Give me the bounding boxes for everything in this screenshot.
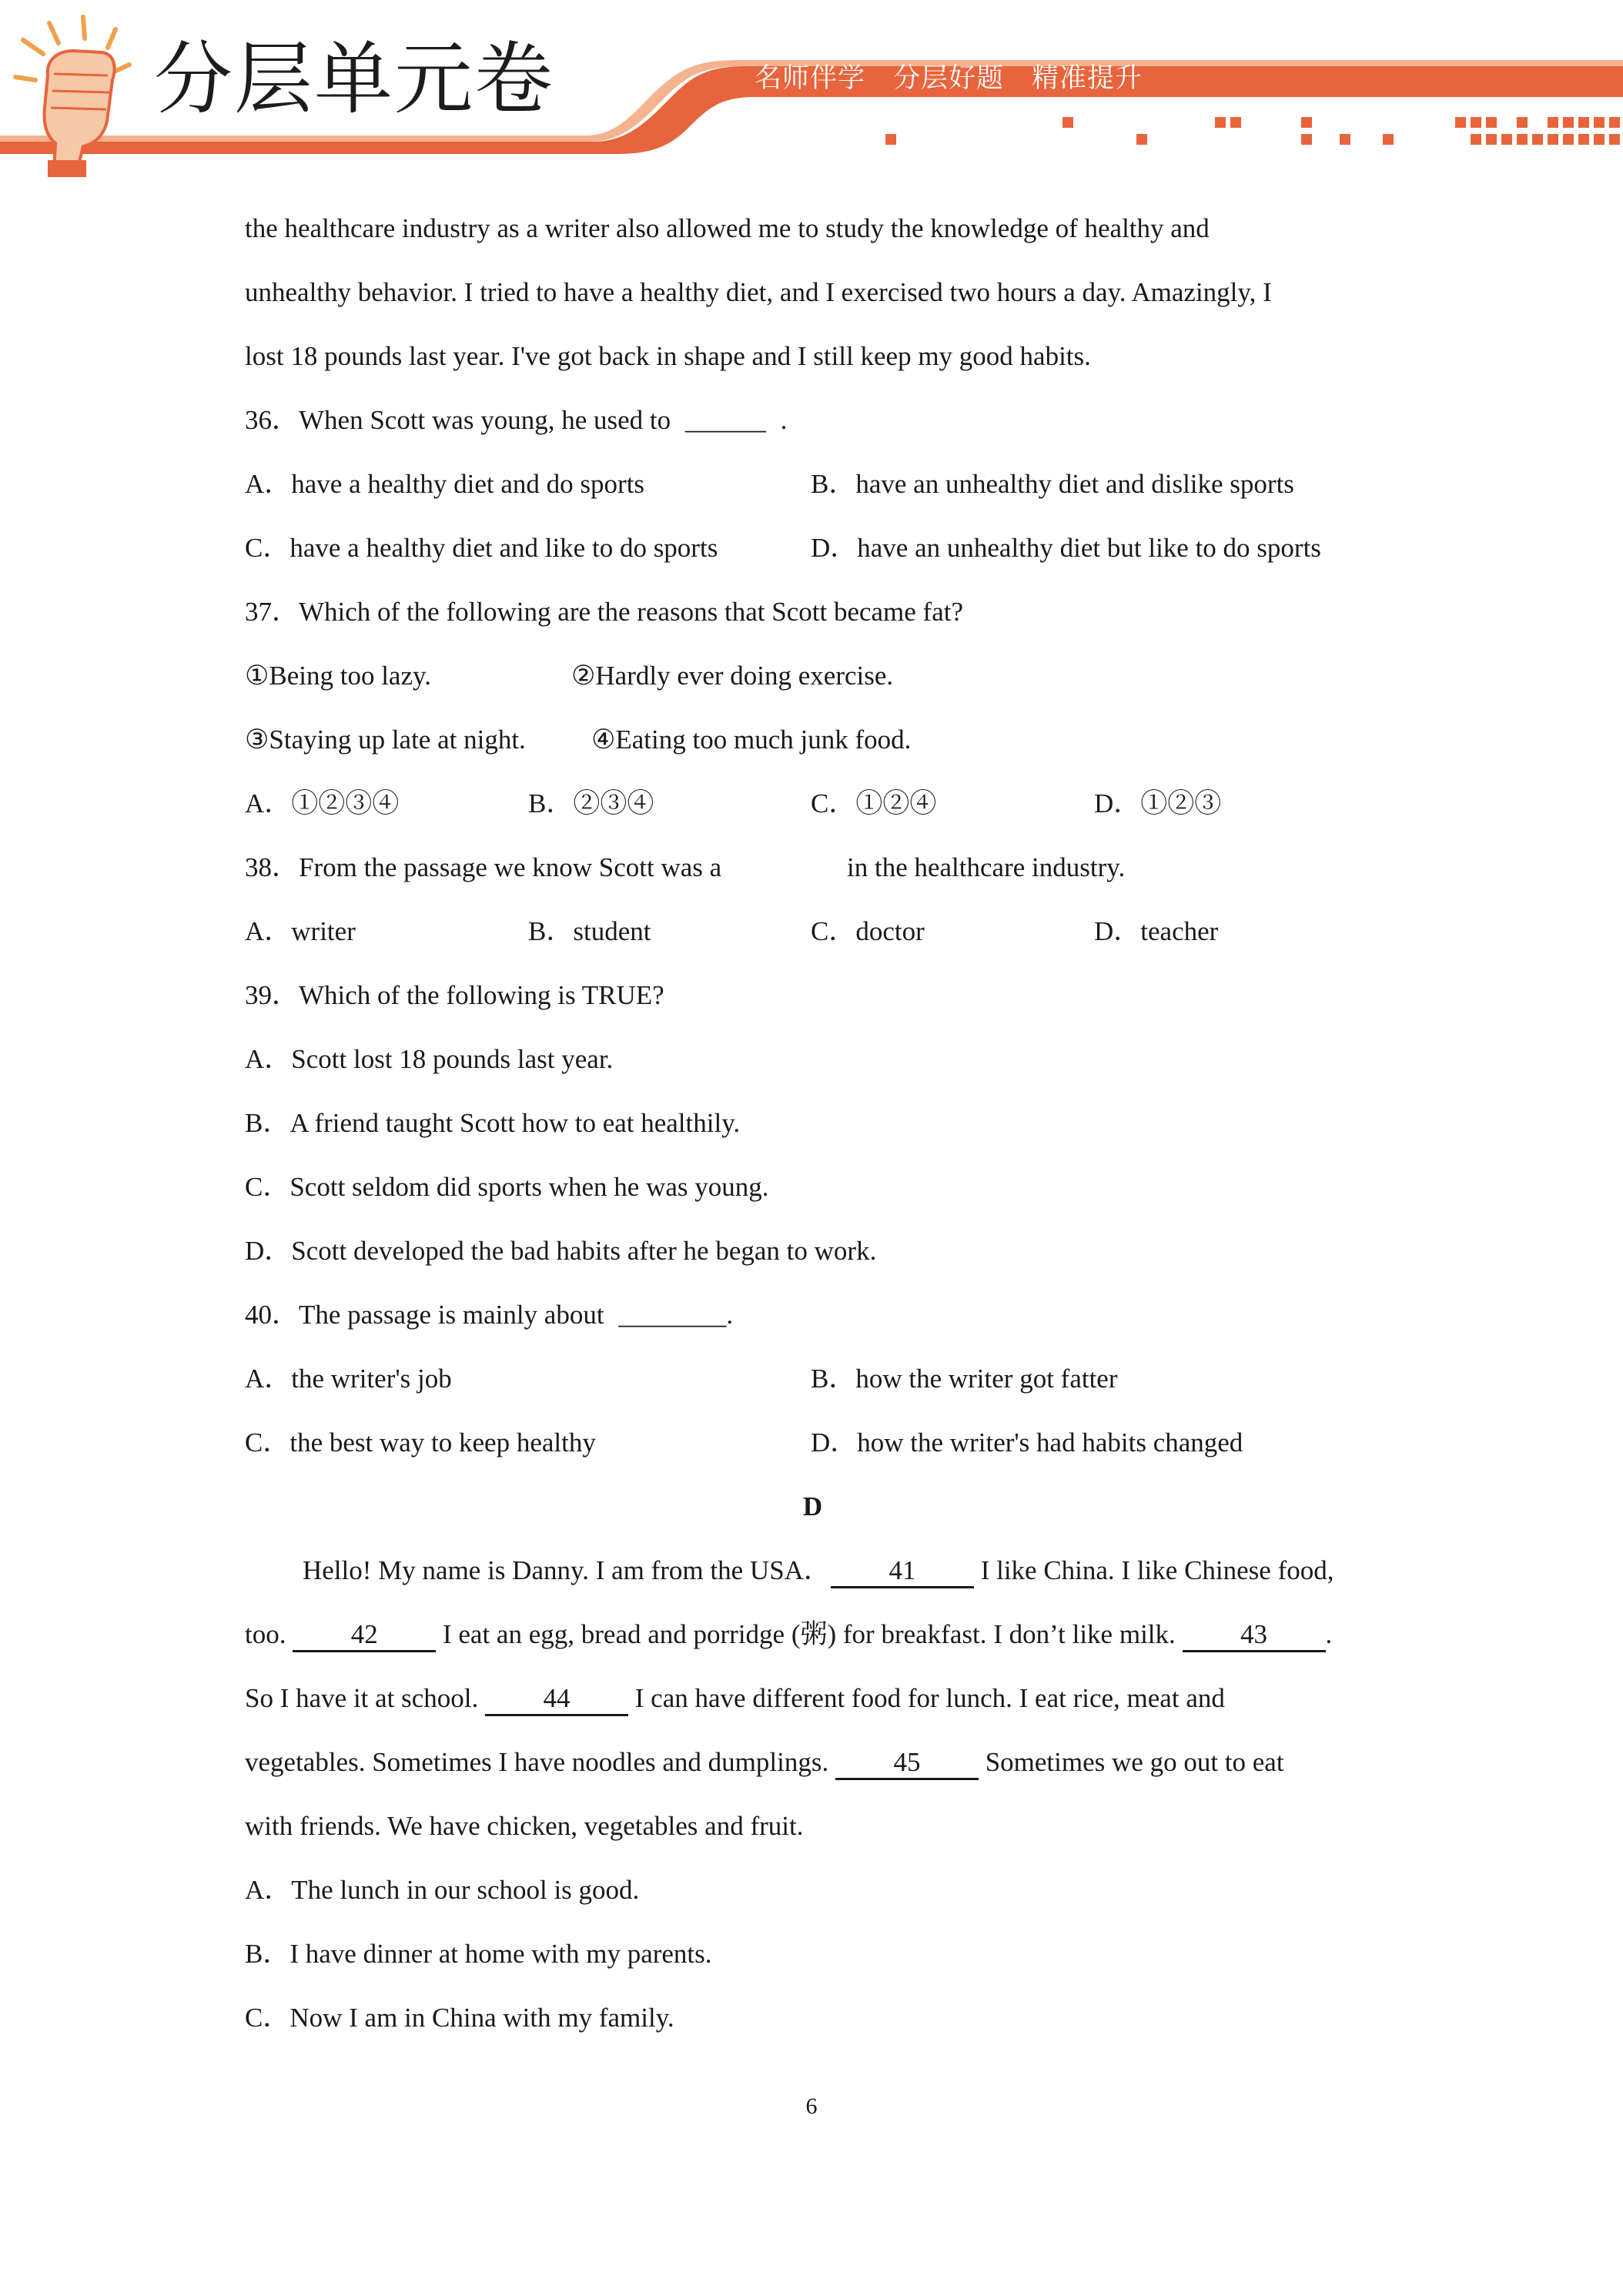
- passage-text: Hello! My name is Danny. I am from the USA．: [303, 1555, 831, 1585]
- passage-d-line-4: [245, 1743, 1284, 1782]
- passage-text: I eat an egg, bread and porridge (粥) for breakfast. I don’t like milk.: [442, 1619, 1176, 1649]
- option-d: D．Scott developed the bad habits after he began to work.: [245, 1236, 877, 1266]
- question-stem: 36．When Scott was young, he used to: [245, 405, 671, 435]
- option-b: B．②③④: [528, 788, 654, 818]
- passage-text: .: [1325, 1619, 1333, 1649]
- option-c: C．①②④: [811, 788, 937, 818]
- option-a: A．Scott lost 18 pounds last year.: [245, 1044, 614, 1074]
- passage-line: unhealthy behavior. I tried to have a healthy diet, and I exercised two hours a day. Amazingly, I: [245, 277, 1272, 307]
- section-heading: D: [802, 1491, 823, 1521]
- slogan-2: 分层好题: [893, 63, 1005, 94]
- option-c: C．Now I am in China with my family.: [245, 2003, 674, 2033]
- stem-end: .: [726, 1300, 734, 1330]
- question-39: 39．Which of the following is TRUE?: [245, 980, 664, 1010]
- question-38-end: in the healthcare industry.: [847, 852, 1126, 882]
- option-d: D．have an unhealthy diet but like to do sports: [811, 533, 1321, 563]
- question-stem: 40．The passage is mainly about: [245, 1300, 604, 1330]
- answer-blank-41: 41: [831, 1555, 974, 1588]
- page-number: 6: [805, 2094, 818, 2119]
- passage-text: too.: [245, 1619, 286, 1649]
- option-b: B．have an unhealthy diet and dislike sports: [811, 469, 1294, 499]
- option-d: D．①②③: [1094, 788, 1222, 818]
- answer-blank-44: 44: [485, 1683, 628, 1716]
- option-d: D．how the writer's had habits changed: [811, 1427, 1243, 1458]
- answer-blank-43: 43: [1183, 1619, 1326, 1652]
- reason-1: ①Being too lazy.: [245, 661, 431, 691]
- option-b: B．I have dinner at home with my parents.: [245, 1939, 712, 1969]
- passage-text: Sometimes we go out to eat: [985, 1747, 1284, 1777]
- passage-d-line-1: [303, 1551, 1334, 1590]
- reason-4: ④Eating too much junk food.: [591, 725, 912, 755]
- option-a: A．the writer's job: [245, 1364, 452, 1394]
- reason-3: ③Staying up late at night.: [245, 725, 526, 755]
- passage-text: I can have different food for lunch. I eat rice, meat and: [634, 1683, 1225, 1713]
- option-a: A．writer: [245, 916, 356, 946]
- passage-d-line-5: with friends. We have chicken, vegetables and fruit.: [245, 1811, 804, 1841]
- option-a: A．①②③④: [245, 788, 400, 818]
- option-b: B．how the writer got fatter: [811, 1364, 1118, 1394]
- reason-2: ②Hardly ever doing exercise.: [571, 661, 894, 691]
- page-header: [0, 0, 1623, 177]
- option-c: C．doctor: [811, 916, 925, 946]
- brand-title: 分层单元卷: [154, 34, 554, 126]
- header-slogans: [755, 59, 1170, 99]
- passage-line: lost 18 pounds last year. I've got back in shape and I still keep my good habits.: [245, 341, 1091, 371]
- option-c: C．the best way to keep healthy: [245, 1427, 596, 1458]
- stem-end: .: [780, 405, 788, 435]
- answer-blank: ________: [618, 1300, 727, 1330]
- passage-text: vegetables. Sometimes I have noodles and dumplings.: [245, 1747, 829, 1777]
- slogan-3: 精准提升: [1032, 63, 1143, 94]
- option-b: B．student: [528, 916, 651, 946]
- option-a: A．The lunch in our school is good.: [245, 1875, 640, 1905]
- passage-d-line-2: [245, 1615, 1332, 1654]
- question-36: [245, 401, 787, 440]
- passage-text: So I have it at school.: [245, 1683, 479, 1713]
- question-40: [245, 1296, 733, 1334]
- answer-blank-45: 45: [835, 1747, 979, 1780]
- option-c: C．Scott seldom did sports when he was young.: [245, 1172, 769, 1202]
- option-b: B．A friend taught Scott how to eat healthily.: [245, 1108, 741, 1138]
- answer-blank: ______: [684, 405, 766, 435]
- slogan-1: 名师伴学: [755, 63, 866, 94]
- option-d: D．teacher: [1094, 916, 1219, 946]
- option-c: C．have a healthy diet and like to do sports: [245, 533, 718, 563]
- passage-text: I like China. I like Chinese food,: [980, 1555, 1334, 1585]
- answer-blank-42: 42: [293, 1619, 436, 1652]
- header-pixel-squares: [885, 117, 1620, 145]
- passage-d-line-3: [245, 1679, 1225, 1718]
- passage-line: the healthcare industry as a writer also allowed me to study the knowledge of healthy and: [245, 213, 1210, 243]
- question-38: 38．From the passage we know Scott was a: [245, 852, 722, 882]
- option-a: A．have a healthy diet and do sports: [245, 469, 645, 499]
- question-37: 37．Which of the following are the reasons that Scott became fat?: [245, 597, 964, 627]
